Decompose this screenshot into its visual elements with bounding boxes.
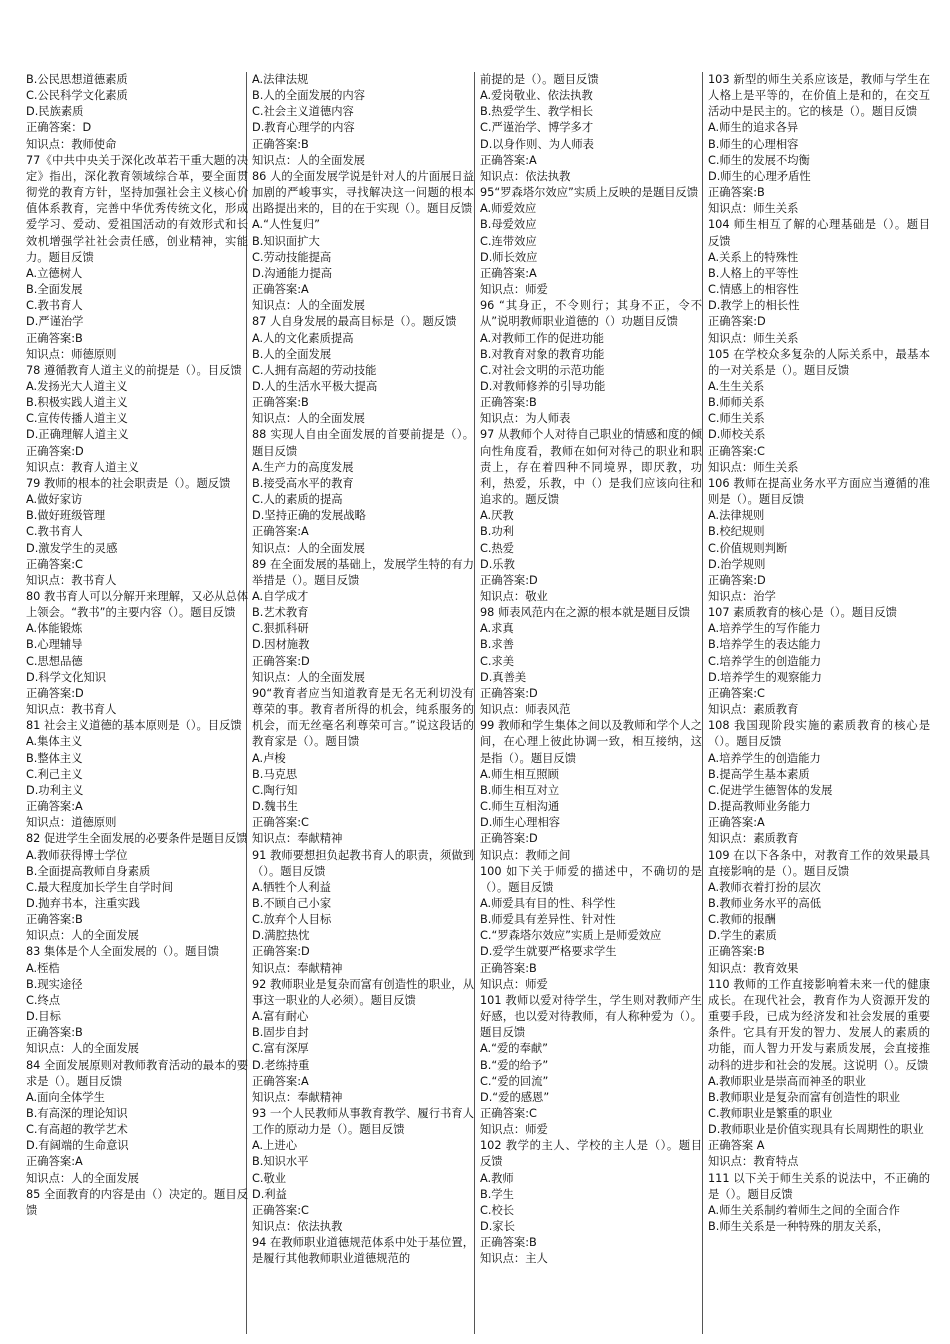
question-line: C.连带效应	[480, 234, 537, 248]
question-line: 90“教育者应当知道教育是无名无利切没有尊荣的事。教育者所得的机会，纯系服务的机会，而无丝毫名利尊荣可言。”说这段话的教育家是（）。题目馈	[252, 686, 474, 749]
question-line: 104 师生相互了解的心理基础是（）。题目反馈	[708, 218, 930, 248]
question-line: 96 “其身正，不令则行；其身不正，令不从”说明教师职业道德的（）功题目反馈	[480, 299, 702, 329]
question-line: B.“爱的给予”	[480, 1058, 549, 1072]
question-line: B.功利	[480, 525, 514, 539]
question-line: B.提高学生基本素质	[708, 767, 810, 781]
question-line: D.学生的素质	[708, 929, 777, 943]
question-line: 正确答案:B	[480, 1236, 537, 1250]
question-line: 知识点：教育人道主义	[26, 460, 139, 474]
question-line: C.社会主义道德内容	[252, 105, 354, 119]
question-line: B.现实途径	[26, 977, 83, 991]
question-line: 知识点：素质教育	[708, 832, 799, 846]
question-line: B.有高深的理论知识	[26, 1107, 128, 1120]
question-line: 知识点：为人师表	[480, 412, 571, 426]
question-line: A.师爱效应	[480, 202, 537, 216]
question-line: C.教师的报酬	[708, 913, 776, 927]
question-line: 102 教学的主人、学校的主人是（）。题目反馈	[480, 1139, 702, 1169]
question-line: 知识点：师生关系	[708, 202, 799, 216]
question-line: 77《中共中央关于深化改革若干重大题的决定》指出，深化教育领域综合革，要全面贯彻党的教育方针，坚持加强社会主义核心价值体系教育，完善中华优秀传统文化，形成爱学习、爱动、爱祖国活动的有效形式和长效机增强学社社会责任感，创业精神，实能力。题目反馈	[26, 153, 248, 264]
question-line: C.校长	[480, 1203, 515, 1217]
question-line: 85 全面教育的内容是由（）决定的。题目反馈	[26, 1187, 248, 1217]
question-line: 知识点：素质教育	[708, 703, 799, 717]
question-line: 86 人的全面发展学说是针对人的片面展日益加剧的严峻事实，寻找解决这一问题的根本出路提出来的，目的在于实现（）。题目反馈	[252, 169, 474, 216]
question-line: 正确答案:B	[708, 945, 765, 959]
question-line: C.富有深厚	[252, 1042, 309, 1056]
question-line: C.最大程度加长学生自学时间	[26, 880, 174, 894]
question-line: C.陶行知	[252, 783, 298, 797]
question-line: D.真善美	[480, 670, 527, 684]
question-line: 84 全面发展原则对教师教育活动的最本的要求是（）。题目反馈	[26, 1058, 248, 1088]
question-line: C.促进学生德智体的发展	[708, 783, 833, 797]
question-line: C.人拥有高超的劳动技能	[252, 363, 377, 377]
question-line: D.因材施教	[252, 638, 310, 652]
text-column-2	[252, 72, 474, 1268]
question-line: C.敬业	[252, 1171, 287, 1185]
question-line: 知识点：教育特点	[708, 1155, 799, 1169]
question-line: 正确答案:B	[480, 396, 537, 410]
question-line: 82 促进学生全面发展的必要条件是题目反馈	[26, 832, 248, 846]
question-line: 知识点：人的全面发展	[26, 1171, 139, 1185]
question-line: C.求美	[480, 654, 515, 668]
question-line: 知识点：人的全面发展	[252, 299, 365, 313]
question-line: 正确答案 A	[708, 1139, 765, 1153]
question-line: C.师生关系	[708, 412, 765, 426]
question-line: 知识点：师爱	[480, 1123, 548, 1137]
question-line: 110 教师的工作直接影响着未来一代的健康成长。在现代社会，教育作为人资源开发的重要手段，已成为经济发和社会发展的重要条件。它具有开发的智力、发展人的素质的功能，而人智力开发与素质发展，会直接推动科的进步和社会的发展。这说明（）。反馈	[708, 977, 930, 1072]
question-line: D.家长	[480, 1220, 515, 1234]
question-line: C.放弃个人目标	[252, 913, 332, 927]
question-line: B.不顾自己小家	[252, 896, 332, 910]
question-line: A.面向全体学生	[26, 1090, 105, 1104]
question-line: C.终点	[26, 993, 61, 1007]
question-line: D.抛弃书本，注重实践	[26, 896, 140, 910]
question-line: C.严谨治学、博学多才	[480, 121, 594, 135]
question-line: A.厌教	[480, 509, 514, 523]
question-line: 正确答案:A	[252, 525, 309, 539]
question-line: A.集体主义	[26, 735, 83, 749]
question-line: 正确答案:D	[480, 686, 538, 700]
question-line: C.人的素质的提高	[252, 493, 343, 507]
question-line: 80 教书育人可以分解开来理解，又必从总体上领会。“教书”的主要内容（）。题目反馈	[26, 590, 248, 620]
question-line: A.师生相互照顾	[480, 767, 559, 781]
question-line: 98 师表风范内在之源的根本就是题目反馈	[480, 606, 691, 620]
question-line: A.对教师工作的促进功能	[480, 331, 605, 345]
question-line: A.爱岗敬业、依法执教	[480, 89, 593, 103]
question-line: 103 新型的师生关系应该是，教师与学生在人格上是平等的，在价值上是和的，在交互活动中是民主的。它的核是（）。题目反馈	[708, 73, 930, 119]
question-line: B.艺术教育	[252, 606, 309, 620]
question-line: D.提高教师业务能力	[708, 800, 811, 814]
question-line: 知识点：敬业	[480, 590, 548, 603]
question-line: A.求真	[480, 622, 514, 636]
question-line: 正确答案:B	[252, 137, 309, 151]
question-line: 93 一个人民教师从事教育教学、履行书育人工作的原动力是（）。题目反馈	[252, 1107, 474, 1137]
question-line: D.师校关系	[708, 428, 766, 442]
question-line: B.校纪规则	[708, 525, 765, 539]
question-line: D.目标	[26, 1010, 61, 1024]
question-line: A.立德树人	[26, 266, 83, 280]
question-line: 知识点：治学	[708, 590, 776, 603]
question-line: 前提的是（）。题目反馈	[480, 73, 599, 86]
question-line: C.教书育人	[26, 525, 83, 539]
question-line: 正确答案:B	[480, 961, 537, 975]
question-line: C.教书育人	[26, 299, 83, 313]
question-line: A.牺牲个人利益	[252, 880, 331, 894]
question-line: C.有高超的教学艺术	[26, 1123, 128, 1137]
question-line: D.治学规则	[708, 557, 766, 571]
question-line: B.培养学生的表达能力	[708, 638, 822, 652]
question-line: C.宣传传播人道主义	[26, 412, 128, 426]
text-column-1	[26, 72, 248, 1219]
question-line: A.生生关系	[708, 379, 765, 393]
question-line: D.坚持正确的发展战略	[252, 509, 366, 523]
question-line: 正确答案:A	[480, 153, 537, 167]
question-line: 知识点：依法执教	[252, 1220, 343, 1234]
question-line: D.激发学生的灵感	[26, 541, 118, 555]
question-line: 87 人自身发展的最高目标是（）。题反馈	[252, 315, 457, 329]
question-line: 知识点：教师使命	[26, 137, 117, 151]
question-line: B.教师业务水平的高低	[708, 896, 822, 910]
question-line: 知识点：人的全面发展	[26, 1042, 139, 1056]
question-line: C.教师职业是繁重的职业	[708, 1107, 833, 1120]
question-line: 正确答案:A	[26, 800, 83, 814]
question-line: A.富有耐心	[252, 1010, 309, 1024]
question-line: 105 在学校众多复杂的人际关系中，最基本的一对关系是（）。题目反馈	[708, 347, 930, 377]
question-line: B.人的全面发展的内容	[252, 89, 366, 103]
question-line: 正确答案:A	[26, 1155, 83, 1169]
question-line: 78 遵循教育人道主义的前提是（）。目反馈	[26, 363, 242, 377]
question-line: 109 在以下各条中，对教育工作的效果最具直接影响的是（）。题目反馈	[708, 848, 930, 878]
text-column-4	[708, 72, 930, 1235]
question-line: 知识点：师爱	[480, 977, 548, 991]
question-line: 知识点：人的全面发展	[252, 412, 365, 426]
question-line: 79 教师的根本的社会职责是（）。题反馈	[26, 476, 231, 490]
question-line: 知识点：教书育人	[26, 573, 117, 587]
question-line: D.师生心理相容	[480, 816, 561, 830]
question-line: A.教师	[480, 1171, 514, 1185]
question-line: 107 素质教育的核心是（）。题目反馈	[708, 606, 897, 620]
question-line: A.“人性复归”	[252, 218, 321, 232]
column-divider	[702, 72, 703, 1334]
question-line: 知识点：依法执教	[480, 169, 571, 183]
question-line: D.人的生活水平极大提高	[252, 379, 378, 393]
question-line: 100 如下关于师爱的描述中，不确切的是（）。题目反馈	[480, 864, 702, 894]
question-line: A.上进心	[252, 1139, 298, 1153]
question-line: 正确答案:C	[26, 557, 83, 571]
question-line: A.教师职业是崇高而神圣的职业	[708, 1074, 866, 1088]
question-line: B.知识面扩大	[252, 234, 320, 248]
question-line: A.做好家访	[26, 493, 83, 507]
question-line: C.“爱的回流”	[480, 1074, 549, 1088]
question-line: 81 社会主义道德的基本原则是（）。目反馈	[26, 719, 242, 733]
question-line: C.利己主义	[26, 767, 83, 781]
question-line: B.学生	[480, 1187, 514, 1201]
question-line: B.整体主义	[26, 751, 83, 765]
question-line: B.人格上的平等性	[708, 266, 799, 280]
question-line: C.公民科学文化素质	[26, 89, 128, 103]
question-line: 知识点：师表风范	[480, 703, 571, 717]
question-line: C.热爱	[480, 541, 515, 555]
question-line: D.严谨治学	[26, 315, 84, 329]
question-line: 正确答案:C	[252, 816, 309, 830]
question-line: B.师生相互对立	[480, 783, 560, 797]
question-line: B.知识水平	[252, 1155, 309, 1169]
column-divider	[474, 72, 475, 1334]
question-line: 知识点：人的全面发展	[252, 153, 365, 167]
question-line: 知识点：人的全面发展	[26, 929, 139, 943]
question-line: 83 集体是个人全面发展的（）。题目馈	[26, 945, 220, 959]
question-line: B.师爱具有差异性、针对性	[480, 913, 616, 927]
question-line: D.教育心理学的内容	[252, 121, 355, 135]
question-line: C.师生互相沟通	[480, 800, 560, 814]
question-line: D.以身作则、为人师表	[480, 137, 594, 151]
question-line: D.科学文化知识	[26, 670, 107, 684]
question-line: 88 实现人自由全面发展的首要前提是（）。题目反馈	[252, 428, 474, 458]
question-line: C.狠抓科研	[252, 622, 309, 636]
question-line: A.师生关系制约着师生之间的全面合作	[708, 1203, 900, 1217]
question-line: 正确答案:B	[708, 186, 765, 200]
question-line: B.积极实践人道主义	[26, 396, 128, 410]
question-line: D.有阔端的生命意识	[26, 1139, 129, 1153]
question-line: 知识点：人的全面发展	[252, 670, 365, 684]
question-line: B.人的全面发展	[252, 347, 332, 361]
question-line: D.教师职业是价值实现具有长周期性的职业	[708, 1123, 924, 1137]
question-line: 正确答案:B	[26, 913, 83, 927]
question-line: D.教学上的相长性	[708, 299, 800, 313]
question-line: D.满腔热忱	[252, 929, 310, 943]
question-line: B.接受高水平的教育	[252, 476, 354, 490]
question-line: 正确答案:B	[26, 331, 83, 345]
question-line: B.全面发展	[26, 283, 83, 297]
question-line: 92 教师职业是复杂而富有创造性的职业，从事这一职业的人必须）。题目反馈	[252, 977, 474, 1007]
question-line: D.民族素质	[26, 105, 84, 119]
question-line: 97 从教师个人对待自己职业的情感和度的倾向性角度看，教师在如何对待己的职业和职责上，存在着四种不同境界，即厌教，功利，热爱，乐教，中（）是我们应该向往和追求的。题反馈	[480, 428, 702, 507]
question-line: A.培养学生的创造能力	[708, 751, 821, 765]
question-line: B.对教育对象的教育功能	[480, 347, 605, 361]
question-line: B.热爱学生、教学相长	[480, 105, 594, 119]
question-line: 知识点：师生关系	[708, 331, 799, 345]
question-line: 正确答案:C	[480, 1107, 537, 1120]
question-line: D.功利主义	[26, 783, 84, 797]
question-line: 正确答案:D	[26, 444, 84, 458]
question-line: 正确答案:D	[708, 315, 766, 329]
question-line: A.法律规则	[708, 509, 765, 523]
question-line: 正确答案:B	[26, 1026, 83, 1040]
question-line: 正确答案:D	[480, 832, 538, 846]
question-line: 正确答案:B	[252, 396, 309, 410]
question-line: C.师生的发展不均衡	[708, 153, 810, 167]
question-line: A.桎梏	[26, 961, 60, 975]
question-line: A.教师获得博士学位	[26, 848, 128, 862]
question-line: A.“爱的奉献”	[480, 1042, 549, 1056]
question-line: C.“罗森塔尔效应”实质上是师爱效应	[480, 929, 662, 943]
question-line: 95“罗森塔尔效应”实质上反映的是题目反馈	[480, 186, 699, 200]
question-line: D.乐教	[480, 557, 515, 571]
question-line: 89 在全面发展的基础上，发展学生特的有力举措是（）。题目反馈	[252, 557, 474, 587]
question-line: D.爱学生就要严格要求学生	[480, 945, 617, 959]
question-line: B.公民思想道德素质	[26, 73, 128, 86]
question-line: 正确答案:D	[252, 945, 310, 959]
question-line: A.关系上的特殊性	[708, 250, 799, 264]
question-line: A.生产力的高度发展	[252, 460, 354, 474]
question-line: B.师师关系	[708, 396, 765, 410]
question-line: 正确答案:C	[252, 1203, 309, 1217]
question-line: D.“爱的感恩”	[480, 1090, 550, 1104]
question-line: C.思想品德	[26, 654, 83, 668]
question-line: 正确答案:A	[252, 1074, 309, 1088]
question-line: 111 以下关于师生关系的说法中，不正确的是（）。题目反馈	[708, 1171, 930, 1201]
question-line: C.劳动技能提高	[252, 250, 332, 264]
question-line: D.对教师修养的引导功能	[480, 379, 606, 393]
question-line: 知识点：教书育人	[26, 703, 117, 717]
question-line: 正确答案:C	[708, 686, 765, 700]
question-line: C.价值规则判断	[708, 541, 788, 555]
question-line: 知识点：师德原则	[26, 347, 117, 361]
question-line: D.魏书生	[252, 800, 299, 814]
question-line: 正确答案:C	[708, 444, 765, 458]
question-line: A.人的文化素质提高	[252, 331, 354, 345]
question-line: 知识点：教育效果	[708, 961, 799, 975]
question-line: 知识点：奉献精神	[252, 961, 343, 975]
question-line: C.对社会文明的示范功能	[480, 363, 605, 377]
question-line: 正确答案：D	[26, 121, 92, 135]
question-line: 正确答案:A	[480, 266, 537, 280]
question-line: B.做好班级管理	[26, 509, 106, 523]
question-line: 知识点：奉献精神	[252, 1090, 343, 1104]
question-line: A.教师衣着打扮的层次	[708, 880, 821, 894]
question-line: B.师生的心理相容	[708, 137, 799, 151]
question-line: 94 在教师职业道德规范体系中处于基位置，是履行其他教师职业道德规范的	[252, 1236, 474, 1266]
question-line: A.发扬光大人道主义	[26, 379, 128, 393]
question-line: D.培养学生的观察能力	[708, 670, 822, 684]
question-line: C.培养学生的创造能力	[708, 654, 822, 668]
question-line: 正确答案:D	[480, 573, 538, 587]
question-line: A.师生的追求各异	[708, 121, 799, 135]
question-line: D.老练持重	[252, 1058, 310, 1072]
question-line: 知识点：主人	[480, 1252, 548, 1266]
question-line: A.法律法规	[252, 73, 309, 86]
question-line: D.正确理解人道主义	[26, 428, 129, 442]
question-line: 106 教师在提高业务水平方面应当遵循的准则是（）。题目反馈	[708, 476, 930, 507]
question-line: B.固步自封	[252, 1026, 309, 1040]
question-line: 91 教师要想担负起教书育人的职责，须做到（）。题目反馈	[252, 848, 474, 878]
question-line: 知识点：师生关系	[708, 460, 799, 474]
question-line: 108 我国现阶段实施的素质教育的核心是（）。题目反馈	[708, 719, 930, 749]
question-line: 正确答案:D	[252, 654, 310, 668]
question-line: D.师生的心理矛盾性	[708, 169, 811, 183]
question-line: A.培养学生的写作能力	[708, 622, 821, 636]
question-line: 99 教师和学生集体之间以及教师和学个人之间，在心理上彼此协调一致，相互接纳，这是指（）。题目反馈	[480, 719, 702, 765]
question-line: 正确答案:A	[252, 283, 309, 297]
question-line: D.师长效应	[480, 250, 538, 264]
question-line: 正确答案:D	[708, 573, 766, 587]
question-line: B.马克思	[252, 767, 298, 781]
question-line: A.卢梭	[252, 751, 286, 765]
question-line: 知识点：奉献精神	[252, 832, 343, 846]
question-line: A.师爱具有目的性、科学性	[480, 896, 616, 910]
question-line: 101 教师以爱对待学生，学生则对教师产生好感，也以爱对待教师，有人称种爱为（）。题目反馈	[480, 993, 702, 1040]
question-line: B.心理辅导	[26, 638, 83, 652]
question-line: B.师生关系是一种特殊的朋友关系，	[708, 1220, 889, 1234]
question-line: B.教师职业是复杂而富有创造性的职业	[708, 1090, 901, 1104]
question-line: 知识点：人的全面发展	[252, 541, 365, 555]
question-line: B.求善	[480, 638, 514, 652]
question-line: B.母爱效应	[480, 218, 537, 232]
question-line: 正确答案:A	[708, 816, 765, 830]
question-line: D.沟通能力提高	[252, 266, 333, 280]
question-line: 知识点：师爱	[480, 283, 548, 297]
question-line: A.体能锻炼	[26, 622, 83, 636]
question-line: A.自学成才	[252, 590, 309, 603]
text-column-3	[480, 72, 702, 1268]
question-line: B.全面提高教师自身素质	[26, 864, 151, 878]
question-line: 正确答案:D	[26, 686, 84, 700]
question-line: D.利益	[252, 1187, 287, 1201]
question-line: 知识点：道德原则	[26, 816, 117, 830]
question-line: 知识点：教师之间	[480, 848, 571, 862]
question-line: C.情感上的相容性	[708, 283, 799, 297]
